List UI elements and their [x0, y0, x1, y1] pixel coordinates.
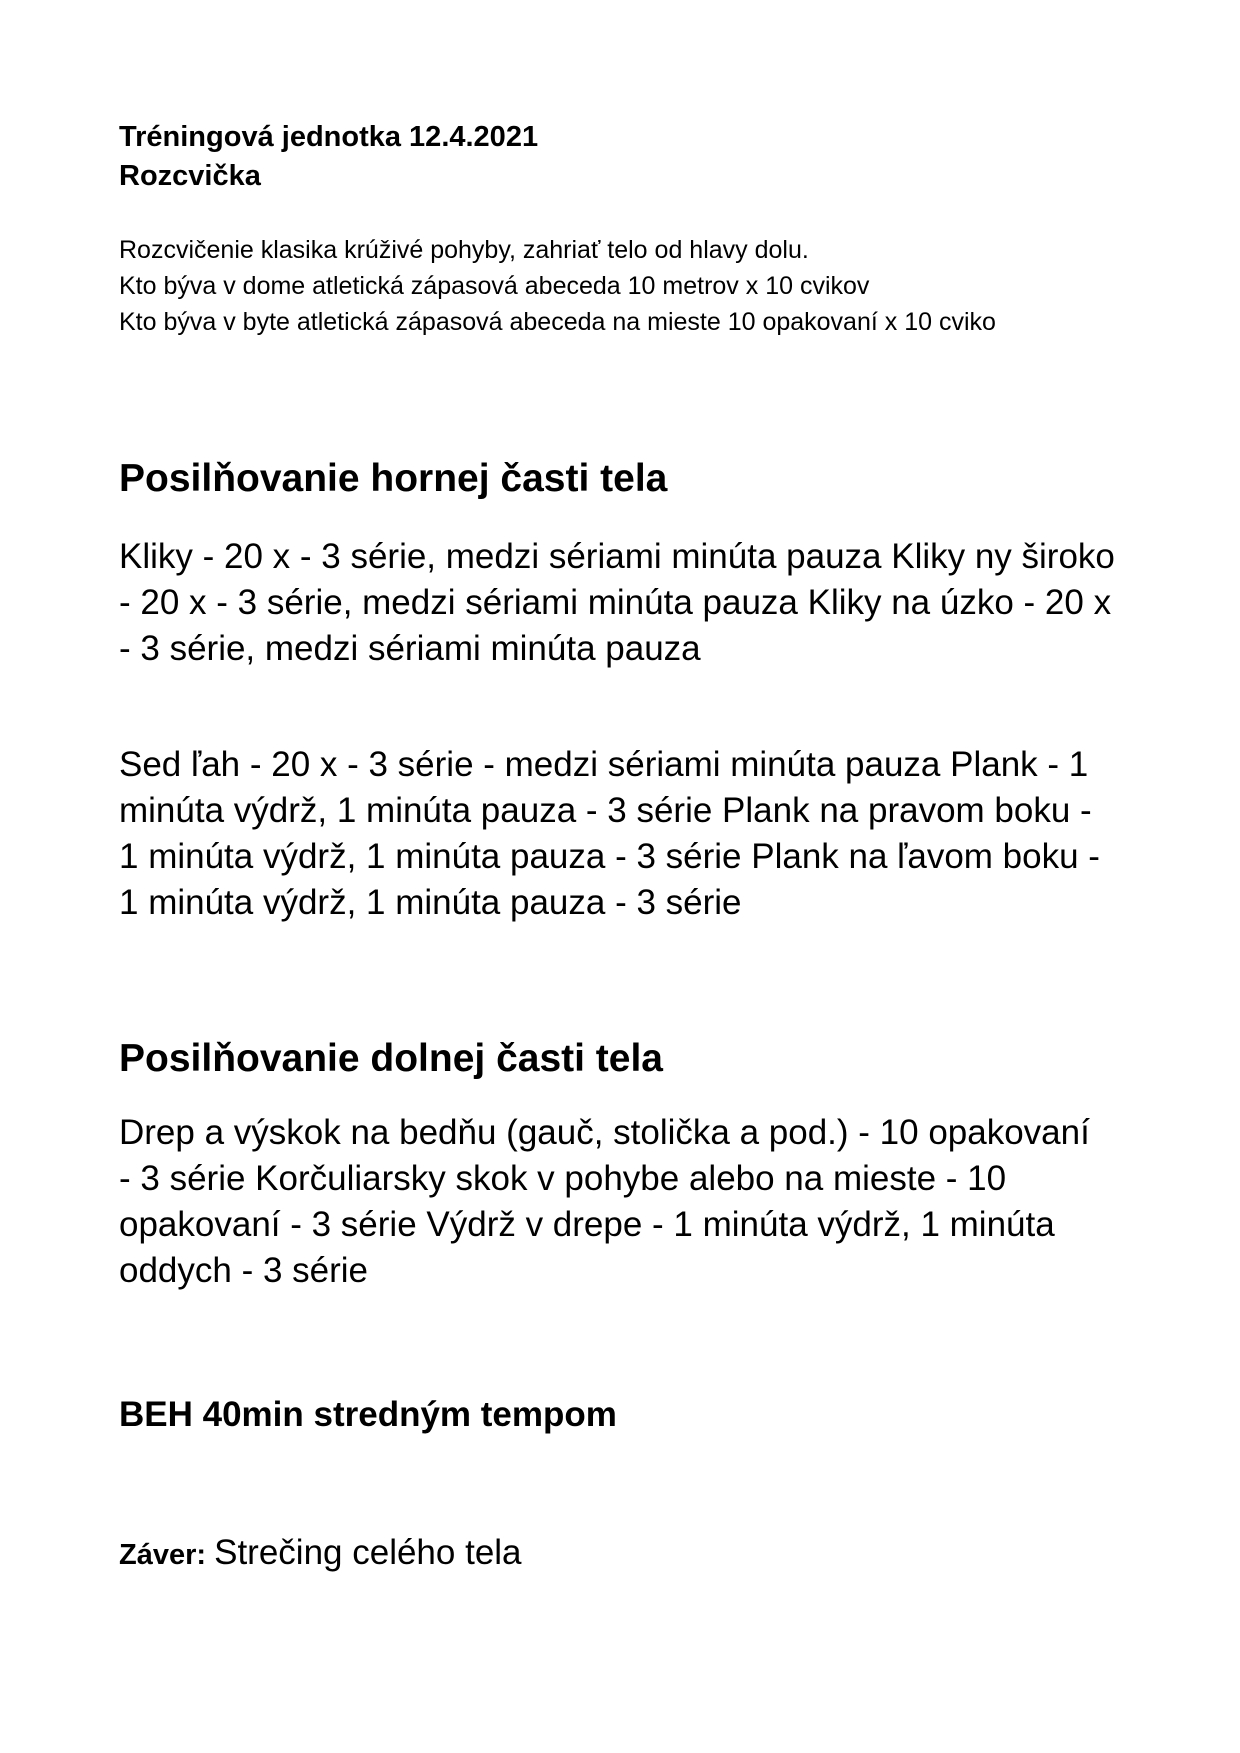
warmup-description — [119, 232, 1129, 340]
conclusion-text: Strečing celého tela — [214, 1533, 522, 1572]
warmup-line: Kto býva v dome atletická zápasová abeceda 10 metrov x 10 cvikov — [119, 272, 870, 300]
lower-body-heading: Posilňovanie dolnej časti tela — [119, 1037, 664, 1080]
conclusion — [119, 1530, 1129, 1583]
warmup-line: Kto býva v byte atletická zápasová abeceda na mieste 10 opakovaní x 10 cviko — [119, 308, 996, 336]
document-title — [119, 118, 1129, 196]
upper-body-core-paragraph: Sed ľah - 20 x - 3 série - medzi sériami minúta pauza Plank - 1 minúta výdrž, 1 minúta pauza - 3 série Plank na pravom boku - 1 minúta výdrž, 1 minúta pauza - 3 série Plank na ľavom boku - 1 minúta výdrž, 1 minúta pauza - 3 série — [119, 745, 1100, 922]
lower-body-paragraph: Drep a výskok na bedňu (gauč, stolička a pod.) - 10 opakovaní - 3 série Korčuliarsky skok v pohybe alebo na mieste - 10 opakovaní - 3 série Výdrž v drepe - 1 minúta výdrž, 1 minúta oddych - 3 série — [119, 1113, 1090, 1290]
run-instruction: BEH 40min stredným tempom — [119, 1395, 617, 1434]
title-warmup-line: Rozcvička — [119, 160, 261, 192]
upper-body-heading: Posilňovanie hornej časti tela — [119, 457, 668, 500]
warmup-line: Rozcvičenie klasika krúživé pohyby, zahriať telo od hlavy dolu. — [119, 236, 809, 264]
title-date-line: Tréningová jednotka 12.4.2021 — [119, 121, 539, 153]
conclusion-label: Záver: — [119, 1539, 215, 1571]
upper-body-pushups-paragraph: Kliky - 20 x - 3 série, medzi sériami minúta pauza Kliky ny široko - 20 x - 3 série, medzi sériami minúta pauza Kliky na úzko - 20 x - 3 série, medzi sériami minúta pauza — [119, 537, 1115, 668]
